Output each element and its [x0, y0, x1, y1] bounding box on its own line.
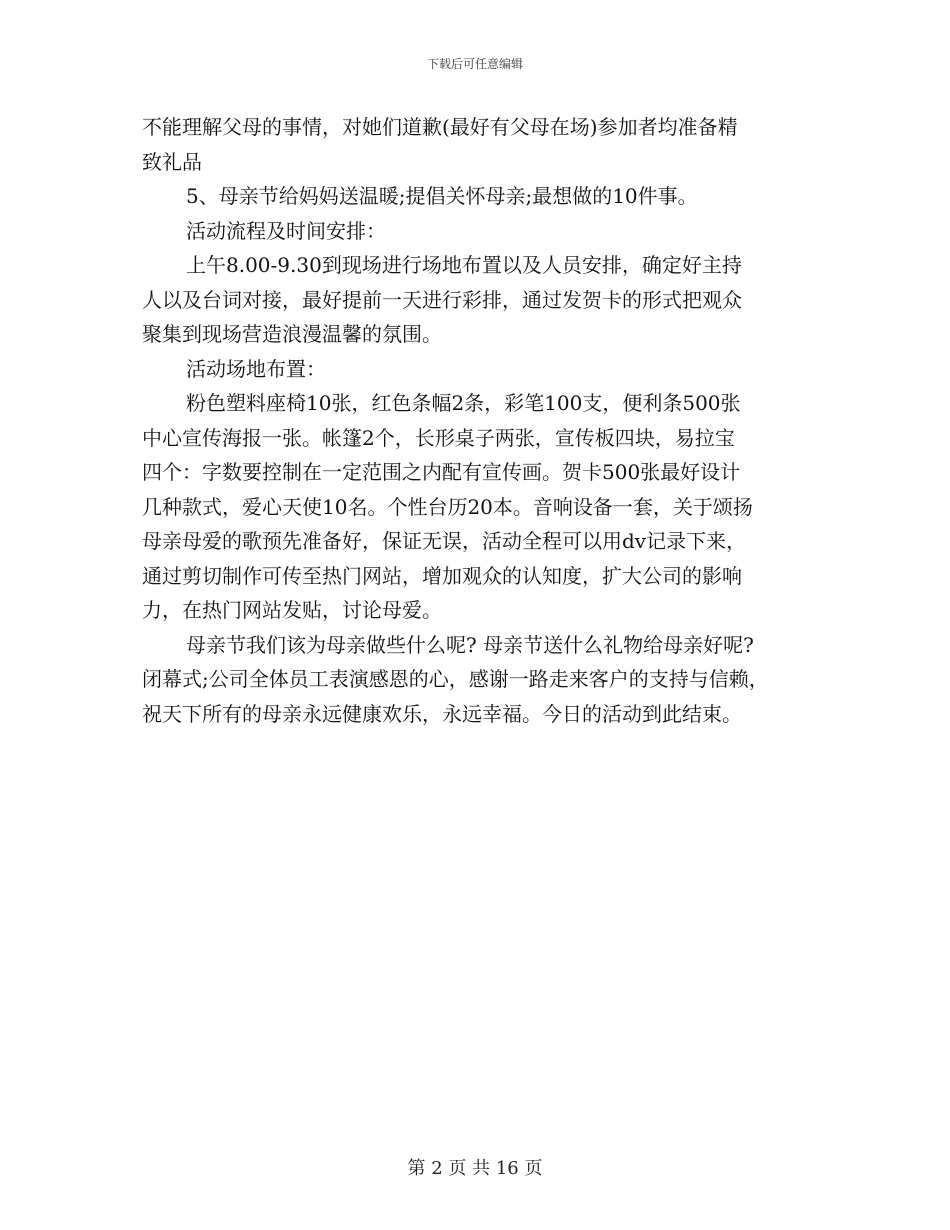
text-line: 致礼品	[142, 149, 202, 174]
text-line: 不能理解父母的事情，对她们道歉(最好有父母在场)参加者均准备精	[142, 115, 738, 139]
text-line: 人以及台词对接，最好提前一天进行彩排，通过发贺卡的形式把观众	[142, 287, 742, 312]
text-line: 上午8.00-9.30到现场进行场地布置以及人员安排，确定好主持	[186, 253, 742, 277]
section-heading: 活动流程及时间安排：	[186, 218, 386, 243]
text-line: 四个：字数要控制在一定范围之内配有宣传画。贺卡500张最好设计	[142, 460, 741, 484]
text-line: 母亲母爱的歌预先准备好，保证无误，活动全程可以用dv记录下来，	[142, 529, 747, 553]
text-line: 几种款式，爱心天使10名。个性台历20本。音响设备一套，关于颂扬	[142, 494, 753, 519]
text-line: 母亲节我们该为母亲做些什么呢? 母亲节送什么礼物给母亲好呢?	[186, 632, 754, 657]
page-number: 第 2 页 共 16 页	[407, 1158, 543, 1179]
text-line: 5、母亲节给妈妈送温暖;提倡关怀母亲;最想做的10件事。	[186, 184, 698, 208]
text-line: 中心宣传海报一张。帐篷2个，长形桌子两张，宣传板四块，易拉宝	[142, 425, 735, 450]
text-line: 祝天下所有的母亲永远健康欢乐，永远幸福。今日的活动到此结束。	[142, 701, 742, 726]
text-line: 粉色塑料座椅10张，红色条幅2条，彩笔100支，便利条500张	[186, 391, 741, 415]
section-heading: 活动场地布置：	[186, 356, 326, 381]
page-header: 下载后可任意编辑	[426, 57, 523, 71]
document-body	[142, 110, 812, 731]
text-line: 闭幕式;公司全体员工表演感恩的心，感谢一路走来客户的支持与信赖，	[142, 667, 769, 691]
text-line: 聚集到现场营造浪漫温馨的氛围。	[142, 322, 442, 346]
text-line: 力，在热门网站发贴，讨论母爱。	[142, 598, 442, 622]
text-line: 通过剪切制作可传至热门网站，增加观众的认知度，扩大公司的影响	[142, 563, 742, 588]
